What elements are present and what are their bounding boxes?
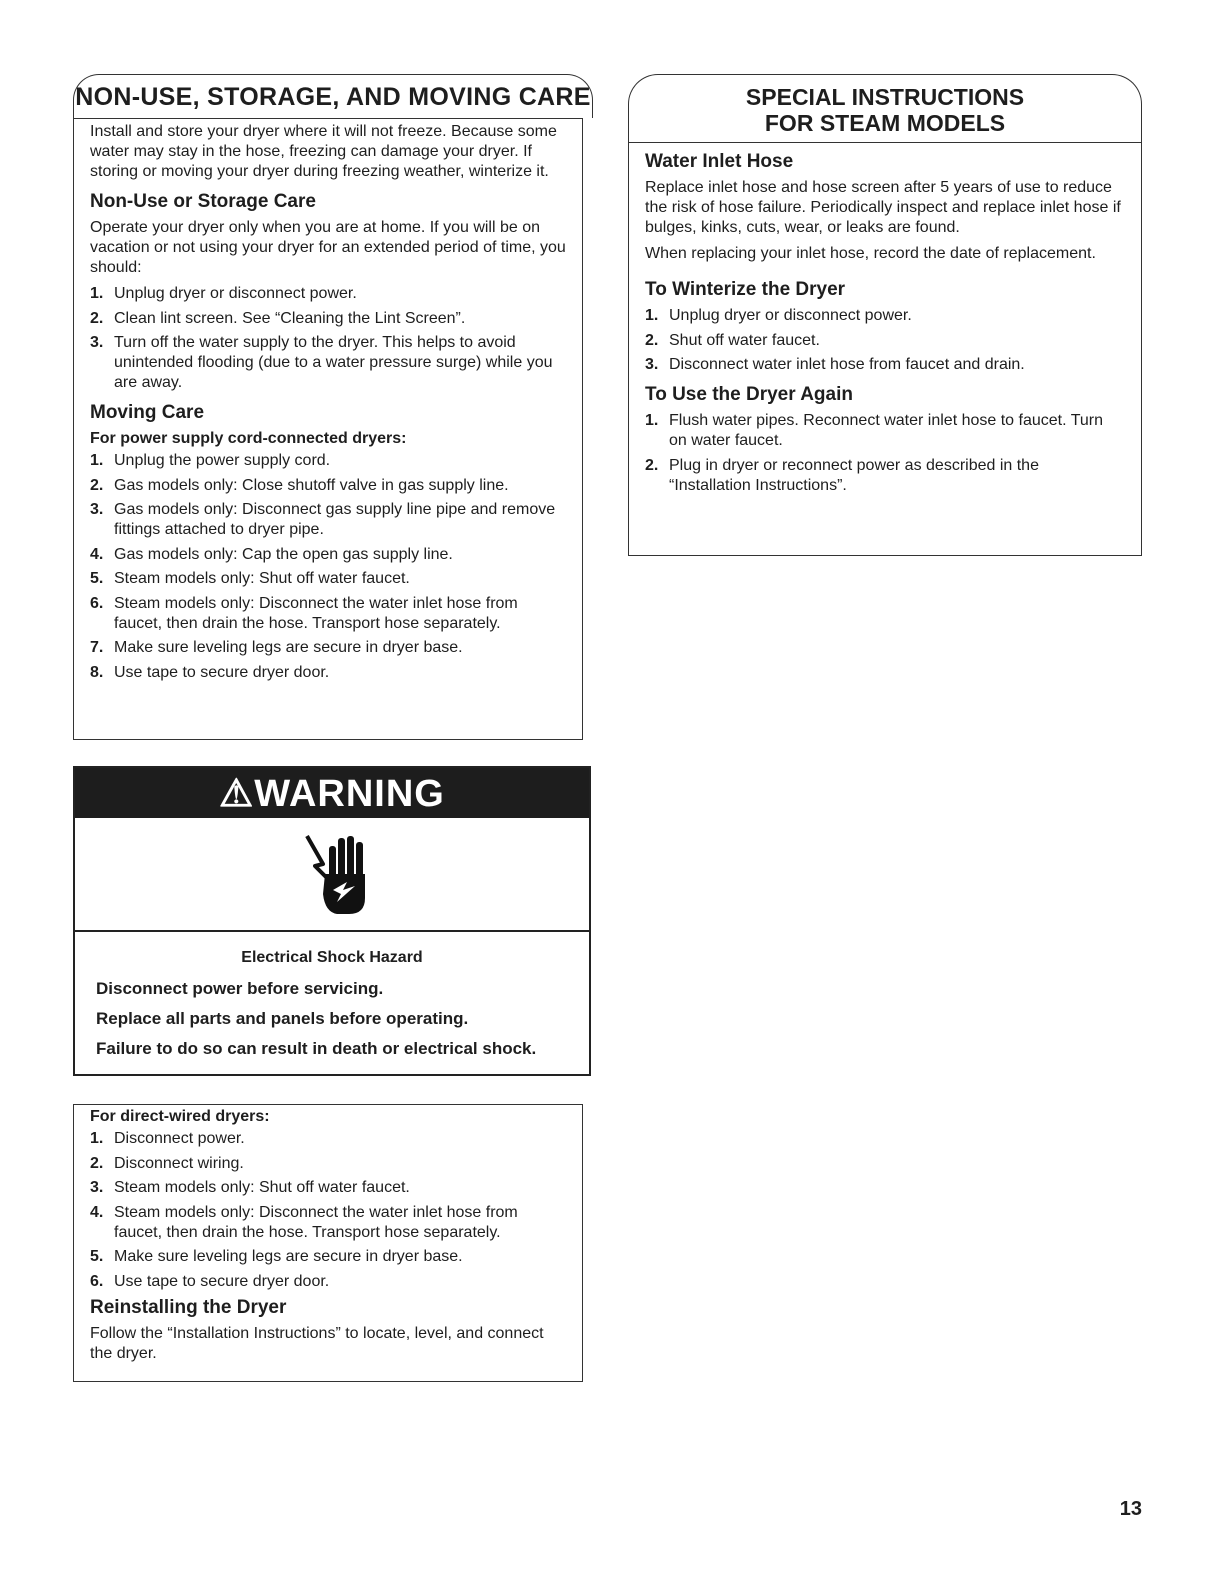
inlet-p1: Replace inlet hose and hose screen after 5 years of use to reduce the risk of hose failure. Periodically inspect and replace inlet hose if bulges, kinks, cuts, wear, or leaks are found.	[645, 179, 1121, 236]
steam-section-title	[628, 74, 1142, 142]
use-again-steps	[645, 411, 1125, 496]
winterize-steps	[645, 306, 1125, 375]
wired-steps	[90, 1129, 566, 1292]
wired-subheading: For direct-wired dryers:	[90, 1108, 270, 1125]
warning-icon-area	[75, 818, 589, 932]
warning-header	[75, 768, 589, 818]
list-item: 2. Clean lint screen. See “Cleaning the Lint Screen”.	[90, 309, 466, 327]
list-item: 2. Shut off water faucet.	[645, 331, 820, 349]
list-item: 5. Make sure leveling legs are secure in dryer base.	[90, 1248, 463, 1265]
reinstall-heading: Reinstalling the Dryer	[90, 1297, 287, 1318]
list-item: 6. Steam models only: Disconnect the water inlet hose from faucet, then drain the hose. Transport hose separately.	[90, 594, 518, 632]
care-intro: Install and store your dryer where it will not freeze. Because some water may stay in the hose, freezing can damage your dryer. If storing or moving your dryer during freezing weather, winterize it.	[90, 123, 557, 180]
electrical-shock-hand-icon	[303, 828, 383, 918]
warning-text	[75, 948, 589, 1068]
list-item: 6. Use tape to secure dryer door.	[90, 1272, 330, 1290]
care-section-title: NON-USE, STORAGE, AND MOVING CARE	[73, 74, 593, 118]
list-item: 3. Steam models only: Shut off water faucet.	[90, 1179, 410, 1196]
moving-heading: Moving Care	[90, 402, 205, 423]
page-number: 13	[1119, 1498, 1142, 1520]
steam-title-line: SPECIAL INSTRUCTIONS	[745, 84, 1025, 110]
warning-line: Replace all parts and panels before operating.	[96, 1009, 469, 1028]
warning-line: Failure to do so can result in death or electrical shock.	[96, 1039, 537, 1058]
steam-section	[628, 142, 1142, 556]
storage-heading: Non-Use or Storage Care	[90, 191, 316, 212]
storage-intro: Operate your dryer only when you are at home. If you will be on vacation or not using your dryer for an extended period of time, you should:	[90, 219, 566, 276]
warning-triangle-icon: ⚠	[219, 773, 255, 815]
list-item: 1. Flush water pipes. Reconnect water inlet hose to faucet. Turn on water faucet.	[645, 412, 1104, 449]
moving-subheading: For power supply cord-connected dryers:	[90, 430, 407, 447]
list-item: 8. Use tape to secure dryer door.	[90, 663, 330, 681]
list-item: 2. Plug in dryer or reconnect power as described in the “Installation Instructions”.	[645, 456, 1039, 494]
steam-title-line: FOR STEAM MODELS	[764, 110, 1006, 136]
inlet-heading: Water Inlet Hose	[645, 151, 794, 172]
hazard-title: Electrical Shock Hazard	[241, 949, 423, 966]
list-item: 5. Steam models only: Shut off water faucet.	[90, 570, 410, 587]
list-item: 3. Turn off the water supply to the dryer. This helps to avoid unintended flooding (due to a water pressure surge) while you are away.	[90, 334, 553, 391]
inlet-p2: When replacing your inlet hose, record the date of replacement.	[645, 245, 1096, 262]
list-item: 1. Disconnect power.	[90, 1130, 245, 1147]
reinstall-text: Follow the “Installation Instructions” to locate, level, and connect the dryer.	[90, 1325, 544, 1362]
warning-label: WARNING	[254, 773, 445, 815]
list-item: 1. Unplug dryer or disconnect power.	[90, 285, 357, 302]
list-item: 7. Make sure leveling legs are secure in dryer base.	[90, 639, 463, 656]
list-item: 4. Steam models only: Disconnect the water inlet hose from faucet, then drain the hose. Transport hose separately.	[90, 1203, 518, 1241]
list-item: 3. Disconnect water inlet hose from faucet and drain.	[645, 356, 1025, 373]
moving-steps	[90, 451, 566, 683]
storage-steps	[90, 284, 566, 393]
list-item: 4. Gas models only: Cap the open gas supply line.	[90, 545, 453, 563]
warning-box	[73, 766, 591, 1076]
direct-wired-section	[73, 1104, 583, 1382]
use-again-heading: To Use the Dryer Again	[645, 384, 853, 405]
list-item: 1. Unplug dryer or disconnect power.	[645, 307, 912, 324]
winterize-heading: To Winterize the Dryer	[645, 279, 846, 300]
care-section	[73, 118, 583, 740]
warning-line: Disconnect power before servicing.	[96, 979, 384, 998]
list-item: 3. Gas models only: Disconnect gas supply line pipe and remove fittings attached to dryer pipe.	[90, 501, 556, 538]
list-item: 2. Disconnect wiring.	[90, 1154, 244, 1172]
list-item: 1. Unplug the power supply cord.	[90, 452, 331, 469]
list-item: 2. Gas models only: Close shutoff valve in gas supply line.	[90, 476, 509, 494]
